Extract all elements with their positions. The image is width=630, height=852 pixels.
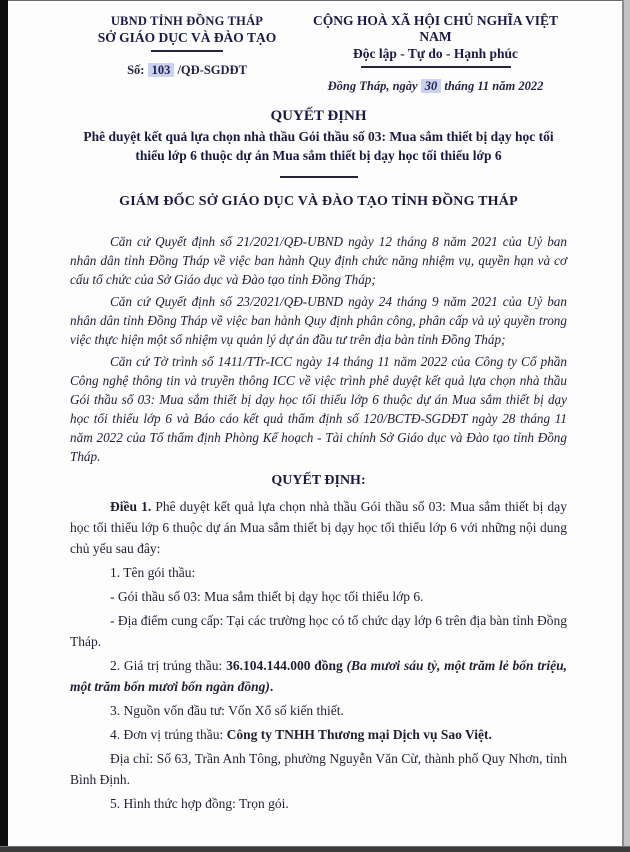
page-border-left — [0, 0, 8, 852]
national-motto: Độc lập - Tự do - Hạnh phúc — [352, 46, 519, 61]
item-1-package: - Gói thầu số 03: Mua sắm thiết bị dạy học tối thiểu lớp 6. — [110, 589, 424, 604]
item-2-prefix: 2. Giá trị trúng thầu: — [110, 658, 227, 673]
page-edge-right — [624, 0, 630, 852]
recital-paragraph-1: Căn cứ Quyết định số 21/2021/QĐ-UBND ngày 12 tháng 8 năm 2021 của Uỷ ban nhân dân tỉnh Đồng Tháp về việc ban hành Quy định chức năng nhiệm vụ, quyền hạn và cơ cấu tổ chức của Sở Giáo dục và Đào tạo tỉnh Đồng Tháp; — [70, 234, 567, 287]
recitals-section — [70, 232, 567, 466]
date-prefix: Đồng Tháp, ngày — [327, 79, 418, 93]
agency-name: SỞ GIÁO DỤC VÀ ĐÀO TẠO — [97, 30, 277, 45]
item-2-period: . — [269, 679, 274, 694]
document-title-block — [70, 107, 567, 178]
item-1-heading: 1. Tên gói thầu: — [110, 565, 196, 580]
item-2-amount: 36.104.144.000 đồng — [226, 658, 347, 673]
item-2-amount-words: (Ba mươi sáu tỷ, một trăm lẻ bốn triệu, một trăm bốn mươi bốn ngàn đồng) — [70, 658, 567, 694]
article-1-paragraph — [70, 496, 567, 559]
issuing-agency-block — [70, 13, 304, 94]
item-4-company-address: Địa chỉ: Số 63, Trần Anh Tông, phường Nguyễn Văn Cừ, thành phố Quy Nhơn, tỉnh Bình Định. — [70, 751, 567, 787]
document-title: QUYẾT ĐỊNH — [270, 108, 367, 124]
motto-underline — [361, 66, 511, 68]
title-divider — [280, 176, 358, 178]
recital-paragraph-3: Căn cứ Tờ trình số 1411/TTr-ICC ngày 14 tháng 11 năm 2022 của Công ty Cổ phần Công nghệ thông tin và truyền thông ICC về việc trình phê duyệt kết quả lựa chọn nhà thầu Gói thầu số 03: Mua sắm thiết bị dạy học tối thiểu lớp 6 thuộc dự án Mua sắm thiết bị dạy học tối thiểu lớp 6 và Báo cáo kết quả thẩm định số 120/BCTĐ-SGDĐT ngày 28 tháng 11 năm 2022 của Tổ thẩm định Phòng Kế hoạch - Tài chính Sở Giáo dục và Đào tạo tỉnh Đồng Tháp. — [70, 354, 567, 464]
document-number-value: 103 — [148, 63, 175, 77]
item-5-contract-type: 5. Hình thức hợp đồng: Trọn gói. — [110, 796, 289, 811]
document-content — [8, 0, 622, 846]
item-3-funding-source: 3. Nguồn vốn đầu tư: Vốn Xổ số kiến thiết. — [110, 703, 344, 718]
authority-line: GIÁM ĐỐC SỞ GIÁO DỤC VÀ ĐÀO TẠO TỈNH ĐỒNG THÁP — [119, 194, 518, 209]
national-title: CỘNG HOÀ XÃ HỘI CHỦ NGHĨA VIỆT NAM — [312, 13, 559, 44]
document-header — [70, 13, 567, 94]
agency-underline — [151, 50, 223, 52]
document-number-suffix: /QĐ-SGDĐT — [177, 63, 247, 77]
article-1-body: Phê duyệt kết quả lựa chọn nhà thầu Gói thầu số 03: Mua sắm thiết bị dạy học tối thiểu lớp 6 thuộc dự án Mua sắm thiết bị dạy học tối thiểu lớp 6 với những nội dung chủ yếu sau đây: — [70, 499, 567, 556]
place-date-line — [304, 79, 567, 94]
recital-paragraph-2: Căn cứ Quyết định số 23/2021/QĐ-UBND ngày 24 tháng 9 năm 2021 của Uỷ ban nhân dân tỉnh Đồng Tháp về việc ban hành Quy định phân công, phân cấp và uỷ quyền trong việc thực hiện một số nhiệm vụ quản lý dự án đầu tư trên địa bàn tỉnh Đồng Tháp; — [70, 294, 567, 347]
document-subtitle: Phê duyệt kết quả lựa chọn nhà thầu Gói thầu số 03: Mua sắm thiết bị dạy học tối thiểu lớp 6 thuộc dự án Mua sắm thiết bị dạy học tối thiểu lớp 6 — [83, 129, 554, 163]
decision-heading: QUYẾT ĐỊNH: — [271, 473, 366, 488]
document-number-line — [70, 63, 304, 78]
document-number-prefix: Số: — [127, 63, 145, 77]
date-rest: tháng 11 năm 2022 — [444, 79, 544, 93]
date-day-value: 30 — [421, 79, 442, 93]
item-4-winning-bidder — [70, 724, 567, 745]
item-1-location: - Địa điểm cung cấp: Tại các trường học có tổ chức dạy lớp 6 trên địa bàn tỉnh Đồng Tháp. — [70, 613, 567, 649]
parent-agency-name: UBND TỈNH ĐỒNG THÁP — [110, 14, 264, 28]
page-border-bottom — [0, 846, 630, 852]
item-2-contract-value — [70, 655, 567, 697]
item-4-prefix: 4. Đơn vị trúng thầu: — [110, 727, 227, 742]
national-motto-block — [304, 13, 567, 94]
article-1-label: Điều 1. — [110, 499, 152, 514]
page-border-right — [622, 0, 624, 852]
item-4-company-name: Công ty TNHH Thương mại Dịch vụ Sao Việt. — [226, 727, 492, 742]
